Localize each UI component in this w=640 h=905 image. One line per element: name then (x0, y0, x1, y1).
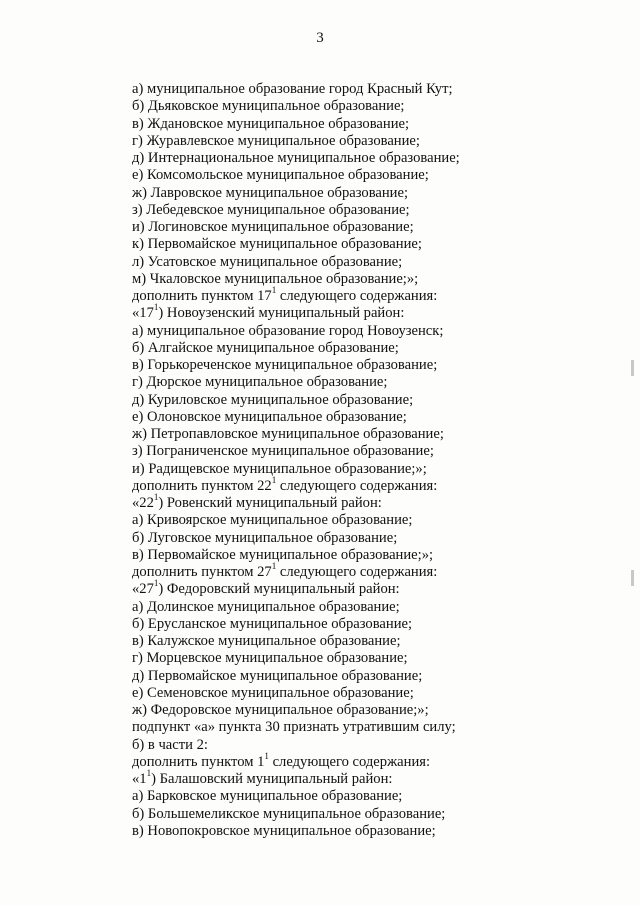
text-line (132, 492, 622, 512)
line-text: и) Логиновское муниципальное образование; (132, 219, 414, 235)
text-line (132, 323, 622, 340)
text-line (132, 512, 622, 529)
text-line (132, 668, 622, 685)
line-text: «22 (132, 495, 154, 511)
line-text: дополнить пунктом 22 (132, 477, 272, 494)
text-line (132, 806, 622, 823)
line-text: «27 (132, 581, 154, 598)
text-line (132, 409, 622, 426)
line-text: в) Калужское муниципальное образование; (132, 633, 401, 649)
line-text-continued: следующего содержания: (276, 564, 438, 580)
line-text-continued: ) Новоузенский муниципальный район: (158, 305, 405, 322)
text-line (132, 116, 622, 133)
line-text-continued: ) Федоровский муниципальный район: (158, 581, 400, 598)
text-line (132, 578, 622, 598)
text-line (132, 474, 622, 495)
line-text-continued: следующего содержания: (268, 753, 431, 770)
line-text-continued: ) Балашовский муниципальный район: (151, 771, 393, 787)
text-line (132, 633, 622, 650)
text-line (132, 133, 622, 150)
text-line (132, 768, 622, 788)
text-line (132, 202, 622, 219)
line-text: б) Алгайское муниципальное образование; (132, 339, 399, 356)
line-text: в) Первомайское муниципальное образование;»; (132, 546, 434, 563)
line-text: «17 (132, 305, 154, 322)
line-text: е) Олоновское муниципальное образование; (132, 408, 407, 425)
line-text: г) Дюрское муниципальное образование; (132, 374, 388, 391)
line-text: г) Журавлевское муниципальное образование; (132, 132, 420, 149)
text-line (132, 685, 622, 702)
line-text: б) в части 2: (132, 736, 208, 753)
line-text: ж) Федоровское муниципальное образование;»; (132, 702, 429, 718)
line-text: а) муниципальное образование город Красный Кут; (132, 81, 453, 97)
line-text: а) муниципальное образование город Новоузенск; (132, 322, 444, 339)
scan-edge-mark (631, 360, 634, 376)
text-line (132, 98, 622, 115)
line-text: в) Ждановское муниципальное образование; (132, 115, 410, 132)
text-line (132, 599, 622, 616)
line-text: в) Горькореченское муниципальное образование; (132, 357, 438, 373)
line-text: е) Семеновское муниципальное образование; (132, 684, 414, 701)
superscript: 1 (271, 474, 277, 485)
line-text: к) Первомайское муниципальное образование; (132, 236, 422, 253)
superscript: 1 (146, 768, 152, 779)
page-number: 3 (316, 30, 324, 46)
superscript: 1 (153, 302, 159, 313)
text-line (132, 340, 622, 357)
line-text: ж) Петропавловское муниципальное образование; (132, 426, 444, 442)
text-line (132, 737, 622, 754)
line-text: б) Дьяковское муниципальное образование; (132, 98, 405, 115)
text-line (132, 357, 622, 374)
line-text-continued: ) Ровенский муниципальный район: (158, 495, 382, 511)
text-line (132, 81, 622, 98)
line-text: г) Морцевское муниципальное образование; (132, 650, 408, 667)
text-line (132, 719, 622, 736)
line-text: дополнить пунктом 1 (132, 753, 265, 770)
line-text: ж) Лавровское муниципальное образование; (132, 184, 409, 201)
text-line (132, 443, 622, 460)
line-text: е) Комсомольское муниципальное образование; (132, 167, 429, 184)
line-text: дополнить пунктом 17 (132, 288, 272, 304)
text-line (132, 374, 622, 391)
line-text: л) Усатовское муниципальное образование; (132, 253, 403, 270)
superscript: 1 (264, 750, 269, 761)
line-text: б) Луговское муниципальное образование; (132, 529, 398, 546)
line-text-continued: следующего содержания: (276, 288, 438, 304)
text-line (132, 302, 622, 322)
line-text: м) Чкаловское муниципальное образование;»; (132, 270, 419, 287)
text-line (132, 823, 622, 840)
line-text: в) Новопокровское муниципальное образование; (132, 822, 436, 839)
line-text: а) Кривоярское муниципальное образование; (132, 512, 413, 529)
line-text: б) Ерусланское муниципальное образование; (132, 615, 413, 632)
text-line (132, 392, 622, 409)
superscript: 1 (271, 285, 277, 296)
line-text-continued: следующего содержания: (276, 477, 438, 494)
superscript: 1 (271, 561, 277, 572)
line-text: д) Первомайское муниципальное образование; (132, 667, 423, 684)
superscript: 1 (153, 578, 159, 589)
text-line (132, 219, 622, 236)
scan-edge-mark (631, 570, 634, 586)
text-line (132, 461, 622, 478)
text-line (132, 788, 622, 805)
line-text: и) Радищевское муниципальное образование;»; (132, 460, 427, 477)
text-line (132, 702, 622, 719)
line-text: «1 (132, 771, 147, 787)
text-line (132, 254, 622, 271)
superscript: 1 (153, 492, 159, 503)
text-line (132, 167, 622, 184)
text-line (132, 185, 622, 202)
text-line (132, 236, 622, 253)
line-text: подпункт «а» пункта 30 признать утратившим силу; (132, 719, 456, 736)
text-line (132, 650, 622, 667)
text-line (132, 426, 622, 443)
text-line (132, 285, 622, 305)
text-line (132, 547, 622, 564)
text-body (132, 81, 622, 840)
line-text: а) Долинское муниципальное образование; (132, 598, 400, 615)
text-line (132, 750, 622, 771)
line-text: дополнить пунктом 27 (132, 564, 272, 580)
text-line (132, 561, 622, 581)
line-text: б) Большемеликское муниципальное образование; (132, 805, 446, 822)
line-text: д) Куриловское муниципальное образование; (132, 391, 414, 408)
text-line (132, 150, 622, 167)
text-line (132, 271, 622, 288)
line-text: з) Лебедевское муниципальное образование; (132, 201, 410, 218)
text-line (132, 530, 622, 547)
text-line (132, 616, 622, 633)
line-text: д) Интернациональное муниципальное образование; (132, 150, 460, 166)
line-text: а) Барковское муниципальное образование; (132, 788, 403, 805)
line-text: з) Пограниченское муниципальное образование; (132, 443, 434, 460)
